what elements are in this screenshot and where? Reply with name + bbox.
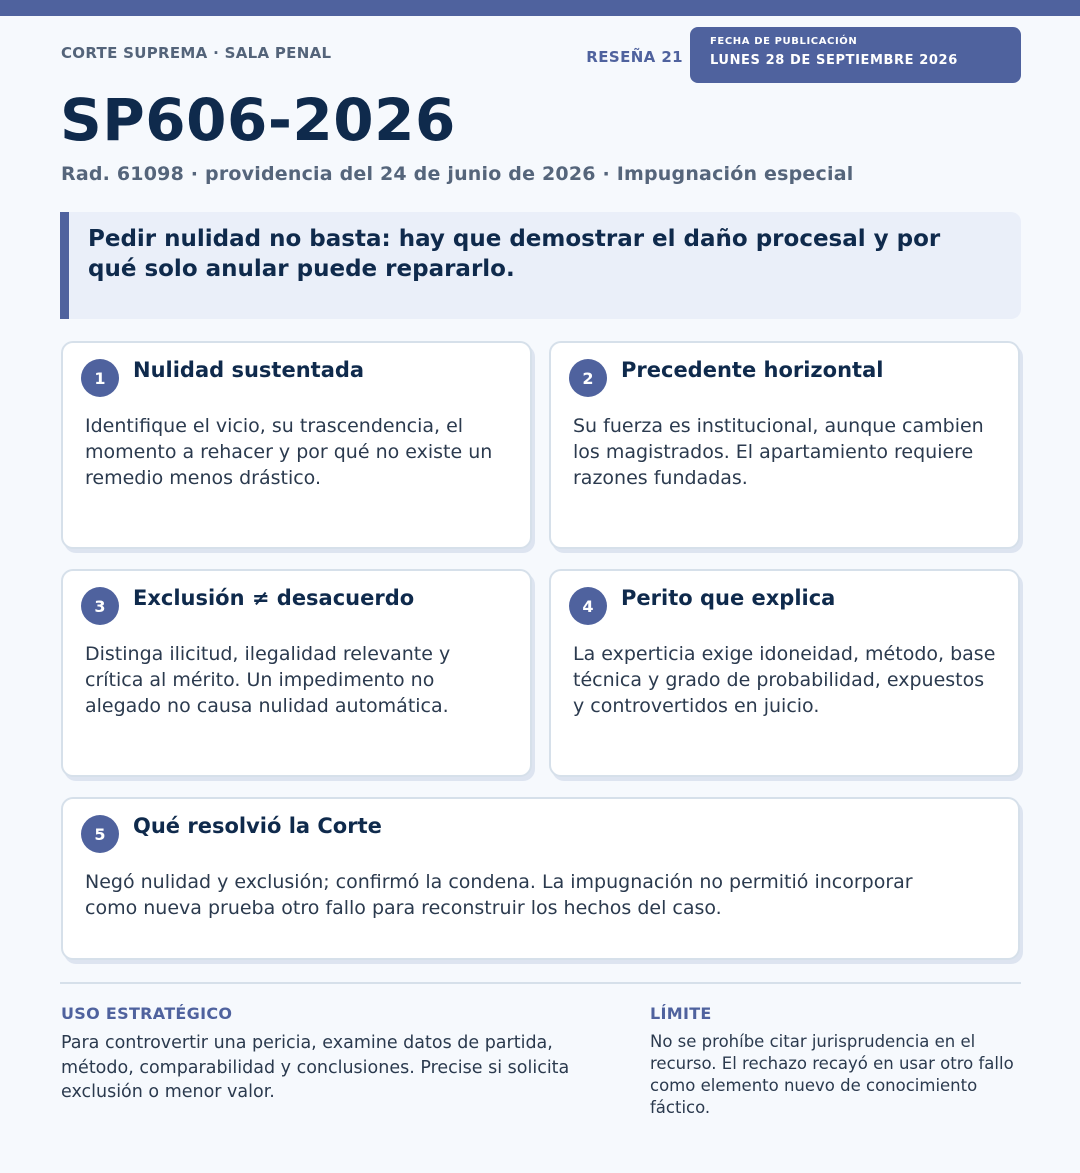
card-1 <box>61 341 532 549</box>
card-number-badge: 3 <box>81 587 119 625</box>
card-title: Exclusión ≠ desacuerdo <box>133 586 415 610</box>
card-4 <box>549 569 1020 777</box>
card-title: Qué resolvió la Corte <box>133 814 382 838</box>
publication-date-box <box>690 27 1021 83</box>
top-accent-bar <box>0 0 1080 16</box>
card-number-badge: 2 <box>569 359 607 397</box>
card-3 <box>61 569 532 777</box>
court-label: CORTE SUPREMA · SALA PENAL <box>61 44 332 62</box>
card-5 <box>61 797 1020 960</box>
footer-right-heading: LÍMITE <box>650 1004 712 1023</box>
publication-date-value: LUNES 28 DE SEPTIEMBRE 2026 <box>710 53 958 68</box>
card-title: Precedente horizontal <box>621 358 884 382</box>
card-number-badge: 1 <box>81 359 119 397</box>
card-body: Negó nulidad y exclusión; confirmó la condena. La impugnación no permitió incorporar como nueva prueba otro fallo para reconstruir los hechos del caso. <box>85 871 913 919</box>
card-body: Identifique el vicio, su trascendencia, el momento a rehacer y por qué no existe un remedio menos drástico. <box>85 415 493 489</box>
publication-date-label: FECHA DE PUBLICACIÓN <box>710 36 858 47</box>
card-number-badge: 4 <box>569 587 607 625</box>
footer-divider <box>60 982 1021 984</box>
footer-left-heading: USO ESTRATÉGICO <box>61 1004 233 1023</box>
card-body: Distinga ilicitud, ilegalidad relevante y crítica al mérito. Un impedimento no alegado no causa nulidad automática. <box>85 643 451 717</box>
card-number-badge: 5 <box>81 815 119 853</box>
card-title: Nulidad sustentada <box>133 358 365 382</box>
key-message-callout <box>60 212 1021 319</box>
card-body: Su fuerza es institucional, aunque cambien los magistrados. El apartamiento requiere razones fundadas. <box>573 415 984 489</box>
review-number: RESEÑA 21 <box>586 48 683 66</box>
case-subtitle: Rad. 61098 · providencia del 24 de junio de 2026 · Impugnación especial <box>61 163 854 185</box>
footer-right-text: No se prohíbe citar jurisprudencia en el recurso. El rechazo recayó en usar otro fallo como elemento nuevo de conocimiento fáctico. <box>650 1032 1014 1117</box>
card-body: La experticia exige idoneidad, método, base técnica y grado de probabilidad, expuestos y controvertidos en juicio. <box>573 643 996 717</box>
footer-left-text: Para controvertir una pericia, examine datos de partida, método, comparabilidad y conclusiones. Precise si solicita exclusión o menor valor. <box>61 1033 570 1102</box>
card-title: Perito que explica <box>621 586 836 610</box>
key-message-text: Pedir nulidad no basta: hay que demostrar el daño procesal y por qué solo anular puede repararlo. <box>88 226 941 282</box>
card-2 <box>549 341 1020 549</box>
page-title: SP606-2026 <box>60 86 456 154</box>
